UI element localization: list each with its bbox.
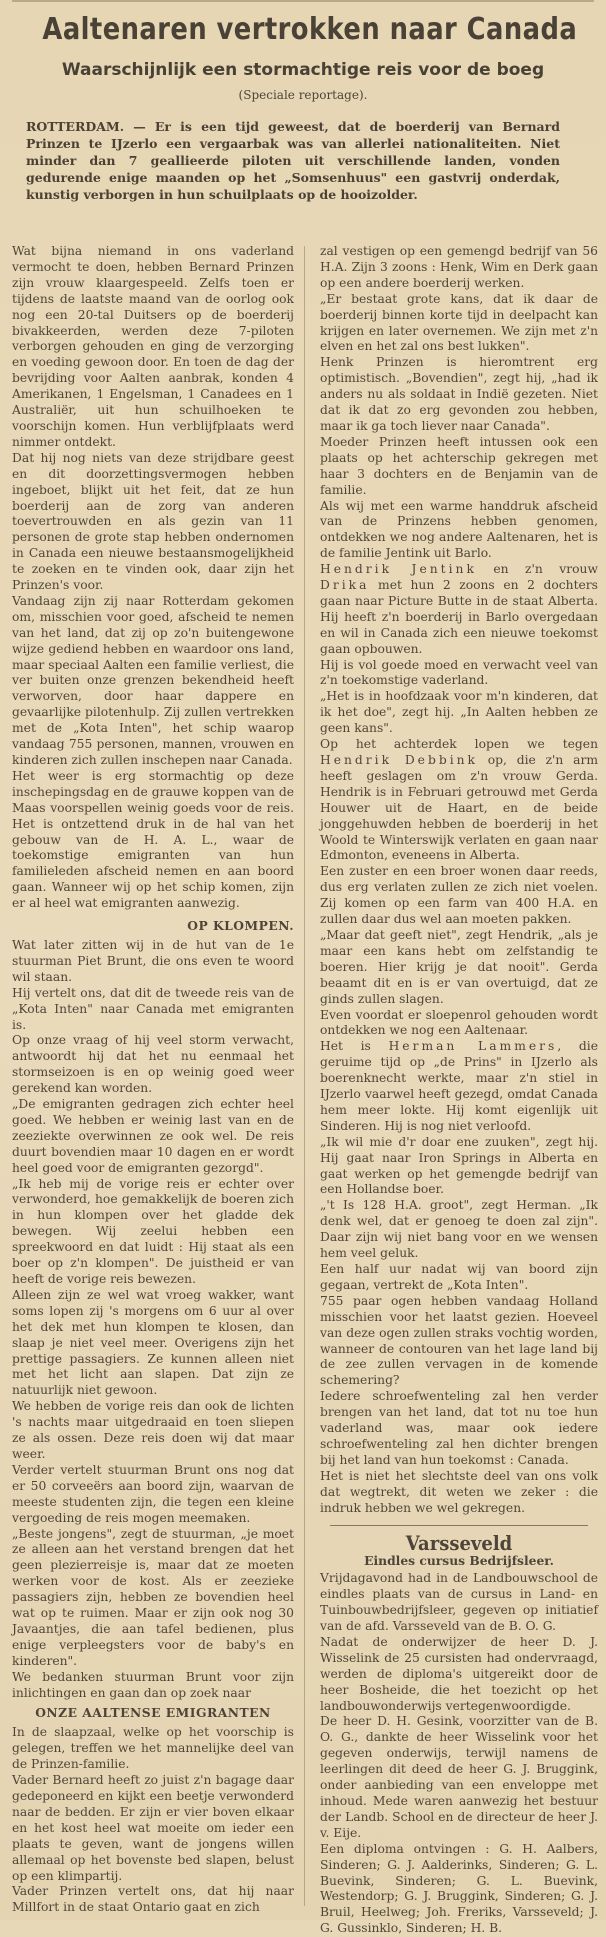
left-column <box>12 244 294 1916</box>
paragraph: Als wij met een warme handdruk afscheid van de Prinzens hebben genomen, ontdekken we nog andere Aaltenaren, het is de familie Jentink uit Barlo. <box>320 498 598 561</box>
paragraph: zal vestigen op een gemengd bedrijf van 56 H.A. Zijn 3 zoons : Henk, Wim en Derk gaan op een andere boerderij werken. <box>320 244 598 290</box>
paragraph: Verder vertelt stuurman Brunt ons nog dat er 50 corveeërs aan boord zijn, waarvan de meeste studenten zijn, die tegen een kleine vergoeding de reis mogen meemaken. <box>12 1462 294 1525</box>
paragraph: Hij is vol goede moed en verwacht veel van z'n toekomstige vaderland. <box>320 657 598 688</box>
person-name: Drika <box>320 578 370 593</box>
text: en z'n vrouw <box>476 562 598 577</box>
person-name: Hendrik Jentink <box>320 562 477 577</box>
paragraph: „'t Is 128 H.A. groot", zegt Herman. „Ik denk wel, dat er genoeg te doen zal zijn". Daar zijn wij niet bang voor en we wensen hem veel geluk. <box>320 1198 598 1261</box>
paragraph: Een diploma ontvingen : G. H. Aalbers, Sinderen; G. J. Aalderinks, Sinderen; G. L. Buevink, Sinderen; G. L. Buevink, Westendorp; G. J. Bruggink, Sinderen; G. J. Bruil, Heelweg; Joh. Freriks, Varsseveld; J. G. Gussinklo, Sinderen; H. B. <box>320 1841 598 1936</box>
paragraph: Dat hij nog niets van deze strijdbare geest en dit doorzettingsvermogen hebben ingeboet, blijkt uit het feit, dat ze hun boerderij aan de zorg van anderen toevertrouwden en als gezin van 11 personen de grote stap hebben ondernomen in Canada een nieuwe bestaansmogelijkheid te zoeken en te vinden ook, daar zijn het Prinzen's voor. <box>12 450 294 593</box>
paragraph: Wat later zitten wij in de hut van de 1e stuurman Piet Brunt, die ons even te woord wil staan. <box>12 937 294 984</box>
paragraph: „Er bestaat grote kans, dat ik daar de boerderij binnen korte tijd in deelpacht kan krijgen en later overnemen. We zijn met z'n elven en het zal ons best lukken". <box>320 291 598 354</box>
subheadline: Waarschijnlijk een stormachtige reis voor de boeg <box>61 60 545 80</box>
paragraph: We bedanken stuurman Brunt voor zijn inlichtingen en gaan dan op zoek naar <box>12 1669 294 1700</box>
paragraph: Het is niet het slechtste deel van ons volk dat wegtrekt, dit weten we zeker : die indruk hebben we wel gekregen. <box>320 1468 598 1515</box>
paragraph: 755 paar ogen hebben vandaag Holland misschien voor het laatst gezien. Hoeveel van deze ogen zullen straks vochtig worden, wanneer de contouren van het lage land bij de zee zullen vervagen in de komende schemering? <box>320 1293 598 1388</box>
paragraph: Moeder Prinzen heeft intussen ook een plaats op het achterschip gekregen met haar 3 dochters en de Benjamin van de familie. <box>320 434 598 497</box>
paragraph-jentink <box>320 562 598 657</box>
section-heading-op-klompen: OP KLOMPEN. <box>187 918 294 934</box>
text: met hun 2 zoons en 2 dochters gaan naar Picture Butte in de staat Alberta. Hij heeft z'n boerderij in Barlo overgedaan en wil in Canada zich een nieuwe toekomst gaan opbouwen. <box>320 578 598 656</box>
column-divider <box>304 246 305 1906</box>
paragraph: Hij vertelt ons, dat dit de tweede reis van de „Kota Inten" naar Canada met emigranten is. <box>12 985 294 1032</box>
person-name: Herman Lammers <box>388 1039 558 1054</box>
paragraph: „Ik heb mij de vorige reis er echter over verwonderd, hoe gemakkelijk de boeren zich in hun klompen over het gladde dek bewegen. Wij zeelui hebben een spreekwoord en dat luidt : Hij staat als een boer op z'n klompen". De juistheid er van heeft de vorige reis bewezen. <box>12 1176 294 1286</box>
paragraph: Henk Prinzen is hieromtrent erg optimistisch. „Bovendien", zegt hij, „had ik anders nu als soldaat in Indië gezeten. Niet dat ik dat zo erg gevonden zou hebben, maar ik ga toch liever naar Canada". <box>320 355 598 433</box>
paragraph: Een half uur nadat wij van boord zijn gegaan, vertrekt de „Kota Inten". <box>320 1262 598 1292</box>
text: , die geruime tijd op „de Prins" in IJzerlo als boerenknecht werkte, maar z'n stiel in IJzerlo vaarwel heeft gezegd, omdat Canada hem meer lokte. Hij komt eigenlijk uit Sinderen. Hij is nog niet verloofd. <box>320 1039 599 1133</box>
paragraph: „Ik wil mie d'r doar ene zuuken", zegt hij. Hij gaat naar Iron Springs in Alberta en gaat werken op het gemengde bedrijf van een Hollandse boer. <box>320 1134 598 1197</box>
text: op, die z'n arm heeft geslagen om z'n vrouw Gerda. Hendrik is in Februari getrouwd met Gerda Houwer uit de Haart, en de beide jonggehuwden hebben de boerderij in het Woold te Winterswijk verlaten en gaan naar Edmonton, eveneens in Alberta. <box>320 753 598 863</box>
paragraph: „De emigranten gedragen zich echter heel goed. We hebben er weinig last van en de zeeziekte overwinnen ze ook wel. De reis duurt bovendien maar 10 dagen en er wordt heel goed voor de emigranten gezorgd". <box>12 1097 294 1175</box>
paragraph: Op onze vraag of hij veel storm verwacht, antwoordt hij dat het nu eenmaal het stormseizoen is en op weinig goed weer gerekend kan worden. <box>12 1033 294 1096</box>
paragraph: Het weer is erg stormachtig op deze inschepingsdag en de grauwe koppen van de Maas voorspellen weinig goeds voor de reis. Het is ontzettend druk in de hal van het gebouw van de H. A. L., waar de toekomstige emigranten van hun familieleden afscheid nemen en aan boord gaan. Wanneer wij op het schip komen, zijn er al heel wat emigranten aanwezig. <box>12 768 294 911</box>
headline: Aaltenaren vertrokken naar Canada <box>42 12 578 47</box>
top-rule <box>12 0 594 2</box>
right-column <box>320 244 598 1937</box>
paragraph-debbink <box>320 737 598 864</box>
paragraph: Vandaag zijn zij naar Rotterdam gekomen om, misschien voor goed, afscheid te nemen van het land, dat zij op zo'n buitengewone wijze gediend hebben en waardoor ons land, maar speciaal Aalten een familie verliest, die ver buiten onze grenzen bekendheid heeft verworven, door haar dappere en gevaarlijke pilotenhulp. Zij zullen vertrekken met de „Kota Inten", het schip waarop vandaag 755 personen, mannen, vrouwen en kinderen zich zullen inschepen naar Canada. <box>12 593 294 767</box>
byline: (Speciale reportage). <box>238 88 368 102</box>
article-headline: Eindles cursus Bedrijfsleer. <box>364 1553 554 1569</box>
lede-paragraph: ROTTERDAM. — Er is een tijd geweest, dat de boerderij van Bernard Prinzen te IJzerlo een vergaarbak was van allerlei nationaliteiten. Niet minder dan 7 geallieerde piloten uit verschillende landen, vonden gedurende enige maanden op het „Somsenhuus" een gastvrij onderdak, kunstig verborgen in hun schuilplaats op de hooizolder. <box>26 119 560 202</box>
paragraph: „Beste jongens", zegt de stuurman, „je moet ze alleen aan het verstand brengen dat het geen plezierreisje is, maar dat ze moeten werken voor de kost. Als er zeezieke passagiers zijn, hebben ze bovendien heel wat op te ruimen. Maar er zijn ook nog 30 Javaantjes, die aan tafel bedienen, plus enige verpleegsters voor de baby's en kinderen". <box>12 1526 294 1668</box>
paragraph: Vader Bernard heeft zo juist z'n bagage daar gedeponeerd en kijkt een beetje verwonderd naar de bedden. Er zijn er vier boven elkaar en het kost heel wat moeite om ieder een plaats te geven, want de jongens willen allemaal op het bovenste bed slapen, belust op een klimpartij. <box>12 1773 294 1883</box>
paragraph: Iedere schroefwenteling zal hen verder brengen van het land, dat tot nu toe hun vaderland was, maar ook iedere schroefwenteling zal hen dichter brengen bij het land van hun toekomst : Canada. <box>320 1389 598 1467</box>
paragraph: Even voordat er sloepenrol gehouden wordt ontdekken we nog een Aaltenaar. <box>320 1007 598 1038</box>
paragraph: Nadat de onderwijzer de heer D. J. Wisselink de 25 cursisten had ondervraagd, werden de diploma's uitgereikt door de heer Bosheide, die het toezicht op het landbouwonderwijs vertegenwoordigde. <box>320 1634 598 1713</box>
paragraph: Wat bijna niemand in ons vaderland vermocht te doen, hebben Bernard Prinzen zijn vrouw klaargespeeld. Zelfs toen er tijdens de laatste maand van de oorlog ook nog een 20-tal Duitsers op de boerderij bivakkeerden, werden deze 7-piloten verborgen gehouden en ging de verzorging en voeding gewoon door. En toen de dag der bevrijding voor Aalten aanbrak, konden 4 Amerikanen, 1 Engelsman, 1 Canadees en 1 Australiër, uit hun schuilhoeken te voorschijn komen. Hun verblijfplaats werd nimmer ontdekt. <box>12 244 294 449</box>
paragraph: We hebben de vorige reis dan ook de lichten 's nachts maar uitgedraaid en toen sliepen ze als ossen. Deze reis doen wij dat maar weer. <box>12 1399 294 1461</box>
paragraph: De heer D. H. Gesink, voorzitter van de B. O. G., dankte de heer Wisselink voor het gegeven onderwijs, terwijl namens de leerlingen dit deed de heer G. J. Bruggink, onder aanbieding van een enveloppe met inhoud. Mede waren aanwezig het bestuur der Landb. School en de directeur de heer J. v. Eije. <box>320 1714 598 1840</box>
paragraph: „Maar dat geeft niet", zegt Hendrik, „als je maar een kans hebt om zelfstandig te boeren. Hier krijg je dat nooit". Gerda beaamt dit en is er van overtuigd, dat ze ginds zullen slagen. <box>320 927 598 1006</box>
paragraph: Vader Prinzen vertelt ons, dat hij naar Millfort in de staat Ontario gaat en zich <box>12 1884 294 1915</box>
paragraph: Vrijdagavond had in de Landbouwschool de eindles plaats van de cursus in Land- en Tuinbouwbedrijfsleer, gegeven op initiatief van de afd. Varsseveld van de B. O. G. <box>320 1571 598 1634</box>
paragraph: „Het is in hoofdzaak voor m'n kinderen, dat ik het doe", zegt hij. „In Aalten hebben ze geen kans". <box>320 689 598 736</box>
paragraph: Een zuster en een broer wonen daar reeds, dus erg verlaten zullen ze zich niet voelen. Zij komen op een farm van 400 H.A. en zullen daar dus wel aan moeten pakken. <box>320 864 598 927</box>
article-separator <box>330 1525 588 1526</box>
paragraph: Alleen zijn ze wel wat vroeg wakker, want soms lopen zij 's morgens om 6 uur al over het dek met hun klompen te klosen, dan slaap je niet veel meer. Overigens zijn het prettige passagiers. Ze kunnen alleen niet met het licht aan slapen. Dat zijn ze natuurlijk niet gewoon. <box>12 1287 294 1398</box>
paragraph: In de slaapzaal, welke op het voorschip is gelegen, treffen we het mannelijke deel van de Prinzen-familie. <box>12 1725 294 1772</box>
paragraph-lammers <box>320 1039 598 1134</box>
text: Op het achterdek lopen we tegen <box>320 737 598 752</box>
person-name: Hendrik Debbink <box>320 753 479 767</box>
place-heading: Varsseveld <box>405 1530 513 1555</box>
text: Het is <box>320 1039 389 1054</box>
section-heading-emigranten: ONZE AALTENSE EMIGRANTEN <box>35 1705 271 1721</box>
